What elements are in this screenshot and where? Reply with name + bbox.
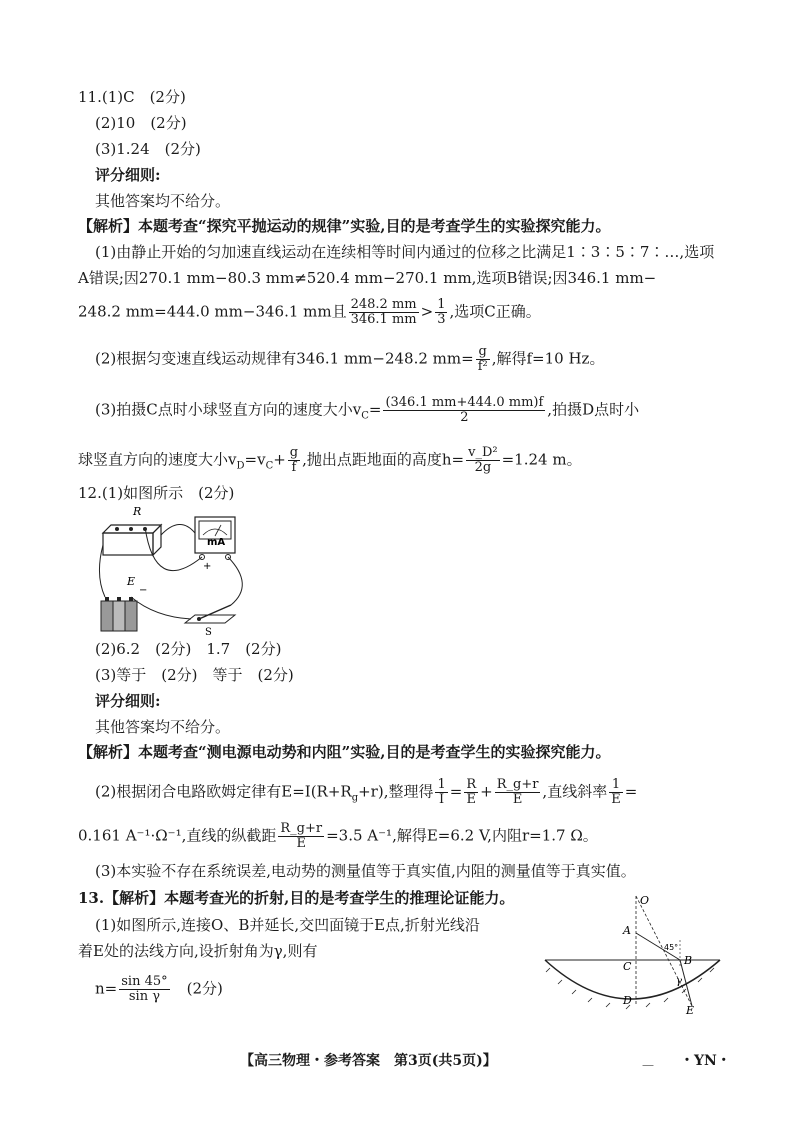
denominator: 2 [460, 410, 469, 425]
text: =v [244, 450, 266, 469]
q11-p4 [78, 446, 582, 478]
battery-pack [101, 597, 137, 631]
text: = [368, 400, 382, 419]
fraction [288, 446, 300, 475]
text: =3.5 A⁻¹,解得E=6.2 V,内阻r=1.7 Ω。 [326, 826, 598, 845]
text: =1.24 m。 [501, 450, 582, 469]
label-S: S [205, 627, 212, 635]
denominator: I [439, 792, 445, 807]
denominator: 2g [474, 460, 492, 475]
text: ,解得f=10 Hz。 [491, 349, 605, 368]
text: ,直线斜率 [542, 782, 608, 801]
label-E: E [127, 575, 136, 588]
denominator: E [611, 792, 621, 807]
numerator: v_D² [468, 445, 498, 460]
q11-p1-line2: A错误;因270.1 mm−80.3 mm≠520.4 mm−270.1 mm,选项B错误;因346.1 mm− [78, 269, 657, 287]
optics-figure [540, 888, 730, 1016]
label-R: R [133, 505, 142, 518]
label-A: A [623, 924, 631, 937]
q11-answer-2: (2)10 (2分) [95, 114, 187, 132]
q11-p1-line3 [78, 298, 541, 327]
label-mA: mA [207, 537, 226, 548]
subscript: g [351, 792, 359, 804]
numerator: R_g+r [496, 777, 539, 792]
numerator: (346.1 mm+444.0 mm)f [385, 395, 544, 410]
denominator: 346.1 mm [350, 312, 417, 327]
text: (2)根据闭合电路欧姆定律有E=I(R+R [95, 782, 352, 801]
label-angle: 45° [664, 943, 679, 952]
analysis-tag: 【解析】 [78, 217, 139, 235]
numerator: 248.2 mm [350, 297, 417, 312]
label-O: O [640, 894, 650, 907]
denominator: f [291, 460, 297, 475]
q11-rubric-heading: 评分细则: [95, 166, 161, 184]
text: +r),整理得 [358, 782, 434, 801]
numerator: 1 [437, 297, 446, 312]
label-D: D [623, 994, 632, 1007]
subscript: D [236, 460, 245, 472]
label-C: C [623, 960, 632, 973]
text: ,拍摄D点时小 [547, 400, 640, 419]
denominator: E [466, 792, 476, 807]
text: ,抛出点距地面的高度h= [302, 450, 465, 469]
subscript: C [265, 460, 274, 472]
fraction [383, 396, 545, 425]
q12-p2-line2 [78, 822, 598, 851]
numerator: R [466, 777, 477, 792]
text: (2)根据匀变速直线运动规律有346.1 mm−248.2 mm= [95, 349, 474, 368]
fraction [119, 975, 169, 1004]
subscript: C [361, 410, 369, 422]
text: = [449, 782, 463, 801]
fraction [495, 778, 541, 807]
q12-p2-line1 [95, 778, 637, 810]
text: = [624, 782, 638, 801]
numerator: R_g+r [280, 821, 323, 836]
denominator: sin γ [128, 989, 160, 1004]
q11-analysis [78, 215, 611, 237]
q12-analysis [78, 741, 611, 763]
numerator: g [476, 345, 490, 360]
concave-mirror [545, 960, 720, 1009]
q11-p1-line1: (1)由静止开始的匀加速直线运动在连续相等时间内通过的位移之比满足1∶3∶5∶7∶…,选项 [95, 243, 715, 261]
switch [185, 605, 235, 623]
text: (2分) [171, 979, 223, 998]
q12-answer-1: 12.(1)如图所示 (2分) [78, 484, 235, 502]
analysis-text: 本题考查光的折射,目的是考查学生的推理论证能力。 [164, 889, 515, 907]
fraction [464, 778, 478, 807]
q13-n-formula [95, 975, 223, 1004]
denominator: E [296, 836, 306, 851]
q11-answer-1: 11.(1)C (2分) [78, 88, 186, 106]
analysis-tag: 【解析】 [78, 743, 139, 761]
denominator: E [512, 792, 523, 807]
fraction [609, 778, 623, 807]
q12-answer-3: (3)等于 (2分) 等于 (2分) [95, 666, 294, 684]
text: 0.161 A⁻¹·Ω⁻¹,直线的纵截距 [78, 826, 277, 845]
q13-p1-line2: 着E处的法线方向,设折射角为γ,则有 [78, 942, 318, 960]
q11-p3 [95, 396, 639, 428]
fraction [435, 778, 447, 807]
label-E: E [686, 1004, 695, 1016]
analysis-tag: 【解析】 [104, 889, 165, 907]
fraction [476, 345, 490, 374]
denominator: f² [477, 359, 488, 374]
circuit-figure [95, 505, 255, 635]
resistance-box [103, 525, 161, 555]
analysis-text: 本题考查“测电源电动势和内阻”实验,目的是考查学生的实验探究能力。 [138, 743, 611, 761]
q11-answer-3: (3)1.24 (2分) [95, 140, 201, 158]
text: (3)拍摄C点时小球竖直方向的速度大小v [95, 400, 362, 419]
fraction [435, 298, 447, 327]
footer-dash: — [642, 1058, 654, 1072]
question-number: 13. [78, 889, 105, 907]
q11-other-answers: 其他答案均不给分。 [95, 192, 231, 210]
q11-p2 [95, 345, 604, 374]
q13-analysis [78, 887, 514, 909]
label-plus: + [203, 561, 212, 572]
q13-p1-line1: (1)如图所示,连接O、B并延长,交凹面镜于E点,折射光线沿 [95, 916, 480, 934]
numerator: g [289, 445, 299, 460]
label-B: B [684, 954, 693, 967]
fraction [278, 822, 324, 851]
numerator: 1 [437, 777, 446, 792]
text: 248.2 mm=444.0 mm−346.1 mm且 [78, 302, 347, 321]
q12-other-answers: 其他答案均不给分。 [95, 718, 231, 736]
label-gamma: γ [676, 976, 682, 987]
numerator: sin 45° [121, 974, 168, 989]
text: ,选项C正确。 [449, 302, 541, 321]
q12-answer-2: (2)6.2 (2分) 1.7 (2分) [95, 640, 282, 658]
footer-title: 【高三物理・参考答案 第3页(共5页)】 [240, 1053, 497, 1069]
text: > [420, 302, 434, 321]
q12-rubric-heading: 评分细则: [95, 692, 161, 710]
text: + [273, 450, 286, 469]
text: 球竖直方向的速度大小v [78, 450, 237, 469]
q12-p3: (3)本实验不存在系统误差,电动势的测量值等于真实值,内阻的测量值等于真实值。 [95, 862, 636, 880]
text: + [480, 782, 493, 801]
fraction [349, 298, 419, 327]
text: n= [95, 979, 118, 998]
denominator: 3 [437, 312, 446, 327]
analysis-text: 本题考查“探究平抛运动的规律”实验,目的是考查学生的实验探究能力。 [138, 217, 611, 235]
numerator: 1 [609, 778, 623, 793]
footer-code: ・YN・ [680, 1053, 731, 1069]
label-minus: − [139, 585, 148, 596]
fraction [466, 446, 499, 475]
